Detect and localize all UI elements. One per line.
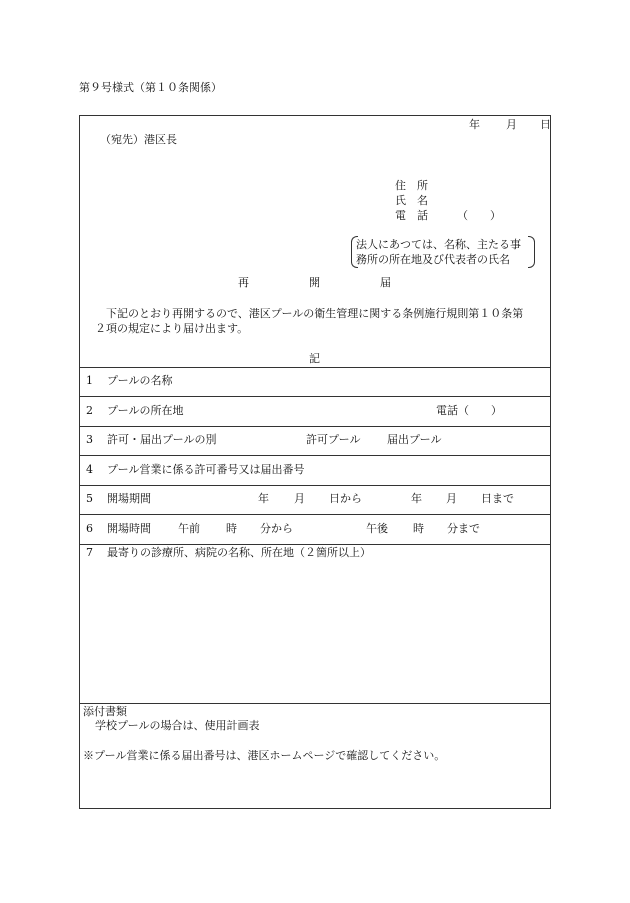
divider [80, 485, 550, 486]
ki-heading: 記 [309, 352, 320, 365]
body-line-1: 下記のとおり再開するので、港区プールの衛生管理に関する条例施行規則第１０条第 [106, 307, 524, 320]
pool-location-label: プールの所在地 [107, 404, 184, 417]
option-permit-pool: 許可プール [306, 433, 361, 446]
period-from-day: 日から [329, 492, 362, 505]
attachments-note: ※プール営業に係る届出番号は、港区ホームページで確認してください。 [83, 749, 446, 762]
body-line-2: ２項の規定により届け出ます。 [95, 322, 249, 335]
phone-parens: （ ） [457, 209, 501, 222]
permit-number-label: プール営業に係る許可番号又は届出番号 [107, 463, 305, 476]
row-number: 6 [86, 522, 93, 535]
name-label: 氏 名 [395, 194, 428, 207]
addressee: （宛先）港区長 [100, 133, 177, 146]
row-number: 5 [86, 492, 93, 505]
phone-label: 電 話 [395, 209, 428, 222]
date-year: 年 [469, 118, 480, 131]
pool-name-label: プールの名称 [107, 374, 173, 387]
hours-from-minute: 分から [260, 522, 293, 535]
hours-from-hour: 時 [226, 522, 237, 535]
hours-am: 午前 [178, 522, 200, 535]
form-number: 第９号様式（第１０条関係） [79, 81, 222, 94]
period-to-day: 日まで [481, 492, 514, 505]
date-month: 月 [506, 118, 517, 131]
option-notified-pool: 届出プール [387, 433, 442, 446]
open-period-label: 開場期間 [107, 492, 151, 505]
divider [80, 367, 550, 368]
period-from-month: 月 [294, 492, 305, 505]
row-number: 1 [86, 374, 93, 387]
divider [80, 514, 550, 515]
divider [80, 544, 550, 545]
date-day: 日 [540, 118, 551, 131]
period-from-year: 年 [258, 492, 269, 505]
row-number: 7 [86, 546, 93, 559]
row-number: 4 [86, 463, 93, 476]
title-char-1: 再 [238, 276, 249, 289]
title-char-2: 開 [309, 276, 320, 289]
pool-type-label: 許可・届出プールの別 [107, 433, 217, 446]
attachments-item: 学校プールの場合は、使用計画表 [95, 719, 260, 732]
address-label: 住 所 [395, 179, 428, 192]
title-char-3: 届 [380, 276, 391, 289]
divider [80, 455, 550, 456]
row-number: 3 [86, 433, 93, 446]
corporation-note-line2: 務所の所在地及び代表者の氏名 [356, 253, 510, 266]
hours-to-minute: 分まで [447, 522, 480, 535]
open-hours-label: 開場時間 [107, 522, 151, 535]
hours-pm: 午後 [366, 522, 388, 535]
hours-to-hour: 時 [413, 522, 424, 535]
row-number: 2 [86, 404, 93, 417]
nearest-clinic-label: 最寄りの診療所、病院の名称、所在地（２箇所以上） [107, 546, 371, 559]
divider [80, 703, 550, 704]
period-to-year: 年 [411, 492, 422, 505]
corporation-note-line1: 法人にあつては、名称、主たる事 [356, 238, 521, 251]
divider [80, 426, 550, 427]
divider [80, 396, 550, 397]
period-to-month: 月 [446, 492, 457, 505]
location-phone: 電話（ ） [436, 404, 502, 417]
attachments-title: 添付書類 [83, 705, 127, 718]
